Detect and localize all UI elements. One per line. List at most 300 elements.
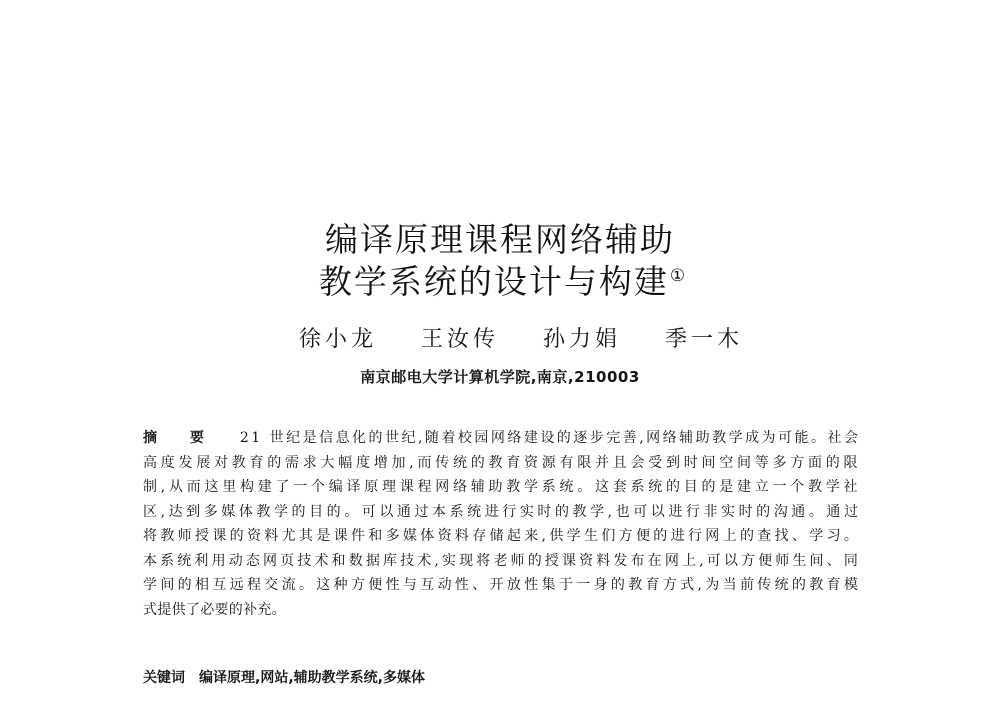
abstract-char: 辅 <box>679 430 694 446</box>
abstract-char: 以 <box>650 503 665 520</box>
abstract-label: 摘 要 <box>143 430 218 446</box>
abstract-char: 为 <box>761 430 776 446</box>
abstract-char: , <box>541 528 546 544</box>
abstract-char: 教 <box>160 528 175 544</box>
abstract-char: 了 <box>275 479 290 495</box>
abstract-char: 体 <box>238 503 253 520</box>
abstract-char: 教 <box>488 454 503 471</box>
abstract-char: 供 <box>171 601 186 618</box>
abstract-char: 统 <box>452 454 467 471</box>
abstract-char: , <box>409 454 414 471</box>
abstract-char: 师 <box>177 528 192 544</box>
abstract-char: 世 <box>269 430 284 446</box>
abstract-char: 统 <box>774 577 789 593</box>
abstract-char: 间 <box>701 454 716 471</box>
abstract-char: 教 <box>231 454 246 471</box>
abstract-char: 幅 <box>338 454 353 471</box>
abstract-char: 空 <box>719 454 734 471</box>
abstract-char: 的 <box>554 503 569 520</box>
author-name: 孙力娟 <box>543 327 622 352</box>
abstract-char: 世 <box>385 430 400 446</box>
abstract-char: 据 <box>365 552 380 569</box>
abstract-char: 远 <box>229 577 244 593</box>
abstract-char: 性 <box>524 577 539 593</box>
abstract-char: 开 <box>489 577 504 593</box>
abstract-char: 纪 <box>286 430 301 446</box>
abstract-char: 程 <box>417 479 432 495</box>
abstract-char: 实 <box>721 503 736 520</box>
abstract-char: 会 <box>630 454 645 471</box>
abstract-char: 需 <box>285 454 299 471</box>
abstract-char: 套 <box>612 479 627 495</box>
abstract-char: , <box>434 552 439 569</box>
abstract-char: 源 <box>541 454 556 471</box>
abstract-char: 的 <box>653 528 668 544</box>
abstract-char: 教 <box>628 577 643 593</box>
abstract-char: 是 <box>302 430 317 446</box>
abstract-char: 教 <box>809 577 824 593</box>
abstract-char: 且 <box>612 454 627 471</box>
abstract-char: 也 <box>615 503 630 520</box>
title-footnote-mark: ① <box>669 266 688 286</box>
abstract-char: 前 <box>739 577 754 593</box>
abstract-char: 一 <box>772 479 787 495</box>
abstract-char: , <box>607 503 613 520</box>
abstract-char: , <box>160 503 166 520</box>
abstract-char: 提 <box>157 601 172 618</box>
abstract-char: 起 <box>506 528 521 544</box>
abstract-char: 以 <box>379 503 394 520</box>
abstract-char: 页 <box>280 552 295 569</box>
abstract-char: 园 <box>474 430 489 446</box>
abstract-char: 区 <box>143 503 157 520</box>
abstract-char: 信 <box>319 430 334 446</box>
abstract-char: 交 <box>264 577 279 593</box>
abstract-char: 化 <box>352 430 367 446</box>
abstract-char: 的 <box>229 528 244 544</box>
abstract-char: 本 <box>143 552 157 569</box>
abstract-char: 是 <box>316 528 331 544</box>
abstract-char: 时 <box>683 454 698 471</box>
abstract-char: 统 <box>559 479 574 495</box>
abstract-char: 设 <box>540 430 555 446</box>
abstract-char: 网 <box>262 552 277 569</box>
abstract-char: 面 <box>807 454 822 471</box>
abstract-char: 受 <box>648 454 663 471</box>
abstract-char: 用 <box>211 552 226 569</box>
abstract-char: 术 <box>314 552 329 569</box>
abstract-char: 动 <box>228 552 243 569</box>
abstract-char: 当 <box>722 577 737 593</box>
abstract-char: 技 <box>400 552 415 569</box>
abstract-char: 供 <box>549 528 564 544</box>
abstract-char: 间 <box>160 577 175 593</box>
abstract-char: 成 <box>745 430 760 446</box>
abstract-char: , <box>417 430 423 446</box>
abstract-char: 的 <box>228 601 243 618</box>
abstract-char: , <box>697 577 702 593</box>
abstract-char: 教 <box>572 503 587 520</box>
abstract-char: 行 <box>685 503 700 520</box>
abstract-char: 里 <box>222 479 237 495</box>
abstract-char: 为 <box>705 577 720 593</box>
abstract-line-text <box>240 426 858 451</box>
abstract-char: 辅 <box>470 479 485 495</box>
abstract-char: 资 <box>523 454 538 471</box>
abstract-char: 其 <box>298 528 313 544</box>
abstract-char: 到 <box>186 503 201 520</box>
paper-title <box>200 219 800 303</box>
abstract-char: 。 <box>298 577 313 593</box>
abstract-char: 这 <box>204 479 219 495</box>
abstract-char <box>263 426 267 451</box>
abstract-char: 系 <box>160 552 175 569</box>
abstract-char: 等 <box>754 454 769 471</box>
abstract-char: 与 <box>402 577 417 593</box>
abstract-char: 。 <box>577 479 592 495</box>
abstract-char: 的 <box>756 503 771 520</box>
author-affiliation: 南京邮电大学计算机学院,南京,210003 <box>360 368 640 386</box>
abstract-char: 学 <box>566 528 581 544</box>
abstract-char: 的 <box>177 577 192 593</box>
abstract-char: 通 <box>791 503 806 520</box>
abstract-char: 师 <box>775 552 790 569</box>
author-name: 徐小龙 <box>299 327 378 352</box>
abstract-char: 来 <box>524 528 539 544</box>
abstract-char: 助 <box>695 430 710 446</box>
abstract-char: 统 <box>467 503 482 520</box>
abstract-char: 身 <box>593 577 608 593</box>
abstract-char: 媒 <box>221 503 236 520</box>
abstract-char: 2 <box>239 430 249 446</box>
abstract-char: 实 <box>441 552 456 569</box>
abstract-char: 会 <box>843 430 858 446</box>
abstract-char: 于 <box>558 577 573 593</box>
abstract-char: 的 <box>326 503 341 520</box>
abstract-char: 数 <box>348 552 363 569</box>
abstract-char: 目 <box>309 503 324 520</box>
abstract-char: 式 <box>680 577 695 593</box>
abstract-char: 一 <box>293 479 308 495</box>
abstract-char: 社 <box>843 479 858 495</box>
abstract-char: 网 <box>646 430 661 446</box>
abstract-char: 络 <box>662 430 677 446</box>
abstract-char: 而 <box>186 479 201 495</box>
abstract-char: 限 <box>843 454 858 471</box>
abstract-char: 教 <box>256 503 271 520</box>
abstract-char: 库 <box>382 552 397 569</box>
abstract-char: 生 <box>792 552 807 569</box>
abstract-line <box>143 475 858 500</box>
abstract-char: 上 <box>681 552 696 569</box>
abstract-char: , <box>639 430 644 446</box>
abstract-char: 发 <box>613 552 628 569</box>
abstract-char: 实 <box>519 503 534 520</box>
abstract-char: 度 <box>356 454 370 471</box>
abstract-char: 能 <box>794 430 809 446</box>
abstract-char: 的 <box>291 503 306 520</box>
abstract-char: 将 <box>143 528 157 544</box>
abstract-char: 并 <box>594 454 609 471</box>
abstract-char: 习 <box>826 528 841 544</box>
abstract-char: 资 <box>246 528 261 544</box>
abstract-char: 译 <box>346 479 361 495</box>
abstract-char: 技 <box>297 552 312 569</box>
abstract-char: 课 <box>212 528 227 544</box>
abstract-char: 放 <box>506 577 521 593</box>
abstract-char: 方 <box>618 528 633 544</box>
abstract-char: 的 <box>610 577 625 593</box>
abstract-char: 资 <box>579 552 594 569</box>
abstract-char: 育 <box>826 577 841 593</box>
abstract-char: 增 <box>373 454 388 471</box>
abstract-char: 现 <box>459 552 474 569</box>
abstract-char: 利 <box>194 552 209 569</box>
abstract-char: 步 <box>589 430 604 446</box>
abstract-char: 可 <box>633 503 648 520</box>
abstract-char: 一 <box>576 577 591 593</box>
abstract-char: 统 <box>648 479 663 495</box>
keywords-label: 关键词 <box>143 670 185 686</box>
abstract-line <box>143 598 858 623</box>
abstract-char: 通 <box>396 503 411 520</box>
abstract-char: 网 <box>664 552 679 569</box>
abstract-char: 、 <box>826 552 841 569</box>
abstract-char: 教 <box>807 479 822 495</box>
abstract-char: 课 <box>561 552 576 569</box>
abstract-char: 学 <box>728 430 743 446</box>
title-line-2 <box>206 261 800 303</box>
abstract-char: 教 <box>712 430 727 446</box>
abstract-char: 了 <box>185 601 200 618</box>
abstract-char: 学 <box>825 479 840 495</box>
abstract-char: 多 <box>203 503 218 520</box>
abstract-char: 便 <box>635 528 650 544</box>
abstract-char: 间 <box>809 552 824 569</box>
abstract-char: 种 <box>333 577 348 593</box>
keywords <box>143 666 858 690</box>
abstract-char: 教 <box>506 479 521 495</box>
abstract-char: 体 <box>420 528 435 544</box>
abstract-char: 可 <box>778 430 793 446</box>
abstract-char: 学 <box>590 503 605 520</box>
abstract-char: 育 <box>249 454 264 471</box>
abstract-char: 这 <box>316 577 331 593</box>
abstract-char: 络 <box>452 479 467 495</box>
abstract-char: 资 <box>437 528 452 544</box>
abstract-char: 。 <box>271 601 286 618</box>
abstract-char: 可 <box>361 503 376 520</box>
abstract-char: 进 <box>668 503 683 520</box>
abstract-char: 在 <box>647 552 662 569</box>
abstract-char: 高 <box>143 454 157 471</box>
abstract-char: 动 <box>437 577 452 593</box>
abstract-char: 学 <box>809 528 824 544</box>
abstract-char: 。 <box>808 503 823 520</box>
abstract-char: 和 <box>368 528 383 544</box>
abstract-char: 目 <box>683 479 698 495</box>
abstract-char: 互 <box>212 577 227 593</box>
abstract-char: 完 <box>606 430 621 446</box>
title-line-1: 编译原理课程网络辅助 <box>325 220 675 259</box>
abstract-char: 而 <box>417 454 432 471</box>
abstract-char: 存 <box>472 528 487 544</box>
abstract-line <box>143 549 858 574</box>
abstract-char: 便 <box>368 577 383 593</box>
abstract-char: 从 <box>168 479 183 495</box>
abstract-char: 校 <box>457 430 472 446</box>
abstract-char: 互 <box>420 577 435 593</box>
abstract-char: 网 <box>490 430 505 446</box>
abstract-char: 助 <box>488 479 503 495</box>
abstract-char: 上 <box>722 528 737 544</box>
abstract-char: 有 <box>559 454 574 471</box>
abstract-char: 、 <box>791 528 806 544</box>
abstract-char: 着 <box>441 430 456 446</box>
abstract-char: 们 <box>601 528 616 544</box>
abstract-char: 的 <box>825 454 840 471</box>
abstract-char: 老 <box>493 552 508 569</box>
abstract-char: 充 <box>257 601 272 618</box>
abstract-char: 善 <box>622 430 637 446</box>
abstract-char: 的 <box>701 479 716 495</box>
abstract-char: 模 <box>843 577 858 593</box>
abstract-char: 的 <box>470 454 485 471</box>
author-name: 季一木 <box>665 327 744 352</box>
abstract-char: 的 <box>527 552 542 569</box>
abstract-char: 传 <box>435 454 450 471</box>
abstract-char: 。 <box>344 503 359 520</box>
abstract-char: 式 <box>143 601 157 618</box>
abstract-char: 料 <box>596 552 611 569</box>
abstract-char: 的 <box>665 479 680 495</box>
abstract-char: 制 <box>143 479 157 495</box>
abstract-line <box>143 500 858 525</box>
abstract-char: 、 <box>472 577 487 593</box>
abstract-char: 系 <box>630 479 645 495</box>
abstract-char: 。 <box>843 528 858 544</box>
abstract-char: 的 <box>791 577 806 593</box>
abstract-char: 将 <box>476 552 491 569</box>
abstract-char: 限 <box>577 454 592 471</box>
abstract-char: 料 <box>264 528 279 544</box>
abstract-char: 程 <box>246 577 261 593</box>
abstract-char: 沟 <box>773 503 788 520</box>
abstract-char: 课 <box>333 528 348 544</box>
abstract-char: 编 <box>328 479 343 495</box>
abstract-char: 方 <box>790 454 805 471</box>
abstract-char: 息 <box>335 430 350 446</box>
keywords-value: 编译原理,网站,辅助教学系统,多媒体 <box>199 670 425 686</box>
abstract-char: 授 <box>544 552 559 569</box>
abstract-char: 学 <box>273 503 288 520</box>
abstract-char: 对 <box>214 454 228 471</box>
abstract-char: 集 <box>541 577 556 593</box>
abstract-char: 原 <box>364 479 379 495</box>
author-list <box>299 324 744 356</box>
abstract-char: 传 <box>757 577 772 593</box>
abstract-char: 可 <box>706 552 721 569</box>
abstract-char: 纪 <box>401 430 416 446</box>
abstract-char: 到 <box>665 454 680 471</box>
abstract-char: 络 <box>507 430 522 446</box>
abstract-line <box>143 524 858 549</box>
abstract-char: 达 <box>168 503 183 520</box>
author-name: 王汝传 <box>421 327 500 352</box>
abstract-char: 布 <box>630 552 645 569</box>
abstract-char: 时 <box>537 503 552 520</box>
abstract-char: 学 <box>523 479 538 495</box>
abstract-char: 行 <box>687 528 702 544</box>
abstract-char: 的 <box>556 430 571 446</box>
abstract-char: 构 <box>239 479 254 495</box>
abstract-char: 育 <box>506 454 521 471</box>
abstract-char: 过 <box>414 503 429 520</box>
abstract-char: 补 <box>243 601 258 618</box>
abstract-char: 课 <box>399 479 414 495</box>
abstract-char: 社 <box>827 430 842 446</box>
abstract-char: 间 <box>736 454 751 471</box>
abstract-char: 大 <box>320 454 335 471</box>
abstract-char: 件 <box>350 528 365 544</box>
abstract-char: 方 <box>740 552 755 569</box>
abstract <box>143 426 858 622</box>
abstract-char: 找 <box>774 528 789 544</box>
abstract-char: 系 <box>449 503 464 520</box>
abstract-char: 建 <box>523 430 538 446</box>
abstract-char: 要 <box>214 601 229 618</box>
abstract-char: 的 <box>267 454 282 471</box>
abstract-char: 查 <box>757 528 772 544</box>
abstract-char: 建 <box>257 479 272 495</box>
abstract-char: 态 <box>245 552 260 569</box>
abstract-char: 料 <box>454 528 469 544</box>
abstract-char: 储 <box>489 528 504 544</box>
abstract-char: 术 <box>417 552 432 569</box>
abstract-char: 本 <box>432 503 447 520</box>
abstract-char: 个 <box>310 479 325 495</box>
abstract-char: 1 <box>251 430 261 446</box>
abstract-char: 立 <box>754 479 769 495</box>
abstract-char: 生 <box>583 528 598 544</box>
abstract-char: 展 <box>196 454 211 471</box>
abstract-char: 时 <box>738 503 753 520</box>
abstract-char: 建 <box>736 479 751 495</box>
abstract-line <box>143 426 858 451</box>
abstract-char: 逐 <box>573 430 588 446</box>
abstract-char: 网 <box>705 528 720 544</box>
abstract-char: 同 <box>843 552 858 569</box>
abstract-char: 的 <box>368 430 383 446</box>
abstract-char: 发 <box>178 454 193 471</box>
abstract-char: 。 <box>811 430 825 446</box>
abstract-char: 行 <box>502 503 517 520</box>
abstract-char: , <box>160 479 166 495</box>
abstract-char: 便 <box>758 552 773 569</box>
abstract-line <box>143 573 858 598</box>
abstract-char: 进 <box>484 503 499 520</box>
abstract-char: 方 <box>662 577 677 593</box>
abstract-char: 网 <box>435 479 450 495</box>
abstract-char: 流 <box>281 577 296 593</box>
abstract-char: 通 <box>826 503 841 520</box>
abstract-char: , <box>699 552 704 569</box>
abstract-char: 过 <box>843 503 858 520</box>
title-line-2-text: 教学系统的设计与构建 <box>318 262 669 301</box>
abstract-line <box>143 451 858 476</box>
abstract-char: 随 <box>424 430 439 446</box>
abstract-char: 尤 <box>281 528 296 544</box>
